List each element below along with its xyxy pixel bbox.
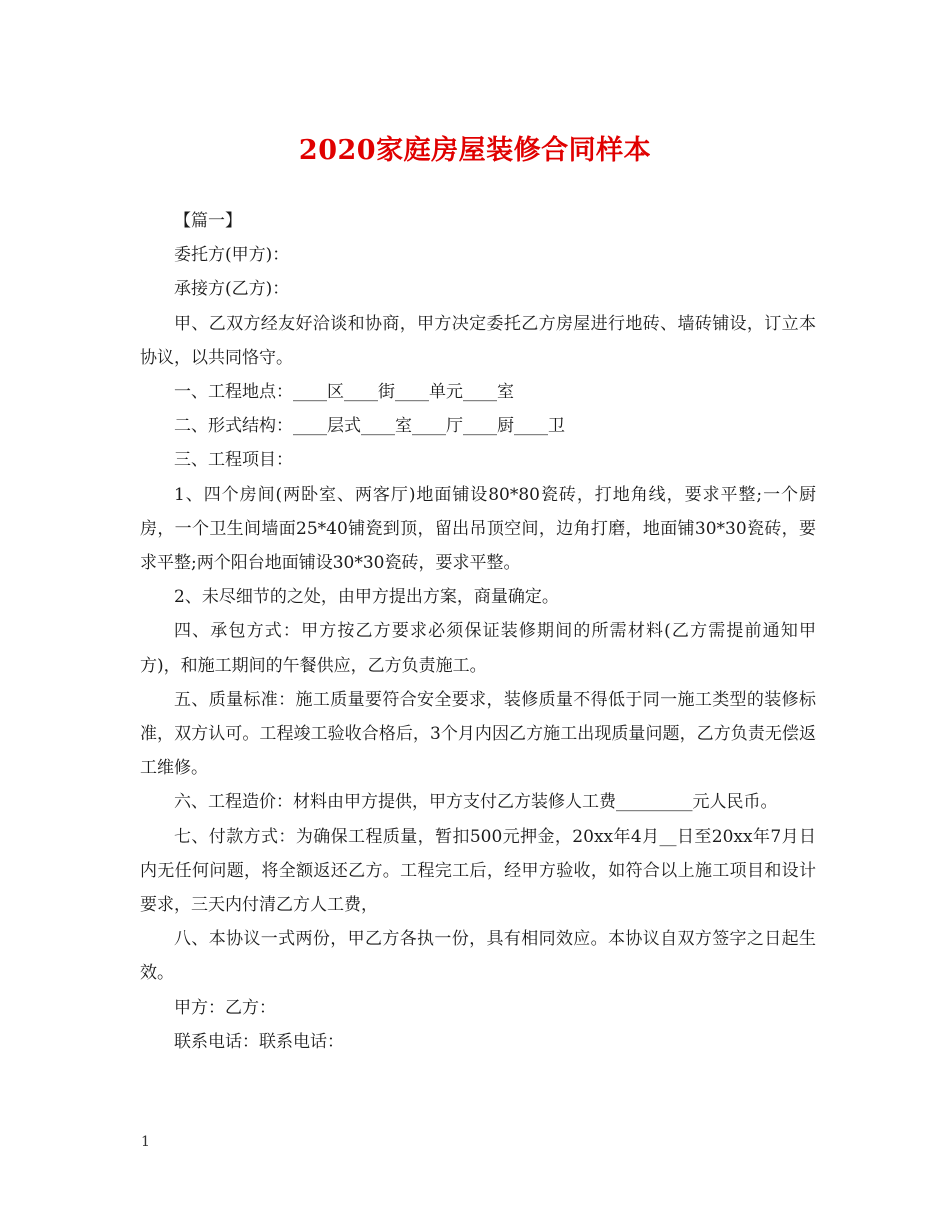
- page-number: 1: [141, 1134, 150, 1150]
- paragraph-signatures: 甲方：乙方：: [174, 997, 276, 1018]
- paragraph-quality: 五、质量标准：施工质量要符合安全要求，装修质量不得低于同一施工类型的装修标准，双方认可。工程竣工验收合格后，3个月内因乙方施工出现质量问题，乙方负责无偿返工维修。: [140, 689, 816, 779]
- paragraph-phones: 联系电话：联系电话：: [174, 1031, 344, 1052]
- section-heading: 【篇一】: [174, 211, 242, 231]
- paragraph-contractor: 承接方(乙方)：: [174, 279, 290, 300]
- paragraph-client: 委托方(甲方)：: [174, 245, 290, 266]
- paragraph-copies: 八、本协议一式两份，甲乙方各执一份，具有相同效应。本协议自双方签字之日起生效。: [140, 929, 816, 984]
- paragraph-item-1: 1、四个房间(两卧室、两客厅)地面铺设80*80瓷砖，打地角线，要求平整;一个厨房，一个卫生间墙面25*40铺瓷到顶，留出吊顶空间，边角打磨，地面铺30*30瓷砖，要求平整;两个阳台地面铺设30*30瓷砖，要求平整。: [140, 484, 816, 574]
- paragraph-payment: 七、付款方式：为确保工程质量，暂扣500元押金，20xx年4月__日至20xx年7月日内无任何问题，将全额返还乙方。工程完工后，经甲方验收，如符合以上施工项目和设计要求，三天内付清乙方人工费，: [140, 826, 816, 916]
- paragraph-structure: 二、形式结构：____层式____室____厅____厨____卫: [174, 416, 565, 437]
- paragraph-contract-method: 四、承包方式：甲方按乙方要求必须保证装修期间的所需材料(乙方需提前通知甲方)，和施工期间的午餐供应，乙方负责施工。: [140, 621, 816, 676]
- paragraph-site: 一、工程地点：____区____街____单元____室: [174, 382, 514, 403]
- paragraph-cost: 六、工程造价：材料由甲方提供，甲方支付乙方装修人工费_________元人民币。: [174, 792, 778, 813]
- document-title: 2020家庭房屋装修合同样本: [298, 135, 652, 166]
- document-body: [140, 204, 816, 1059]
- paragraph-intro: 甲、乙双方经友好洽谈和协商，甲方决定委托乙方房屋进行地砖、墙砖铺设，订立本协议，以共同恪守。: [140, 313, 816, 368]
- paragraph-items-heading: 三、工程项目：: [174, 450, 293, 471]
- paragraph-item-2: 2、未尽细节的之处，由甲方提出方案，商量确定。: [174, 587, 559, 608]
